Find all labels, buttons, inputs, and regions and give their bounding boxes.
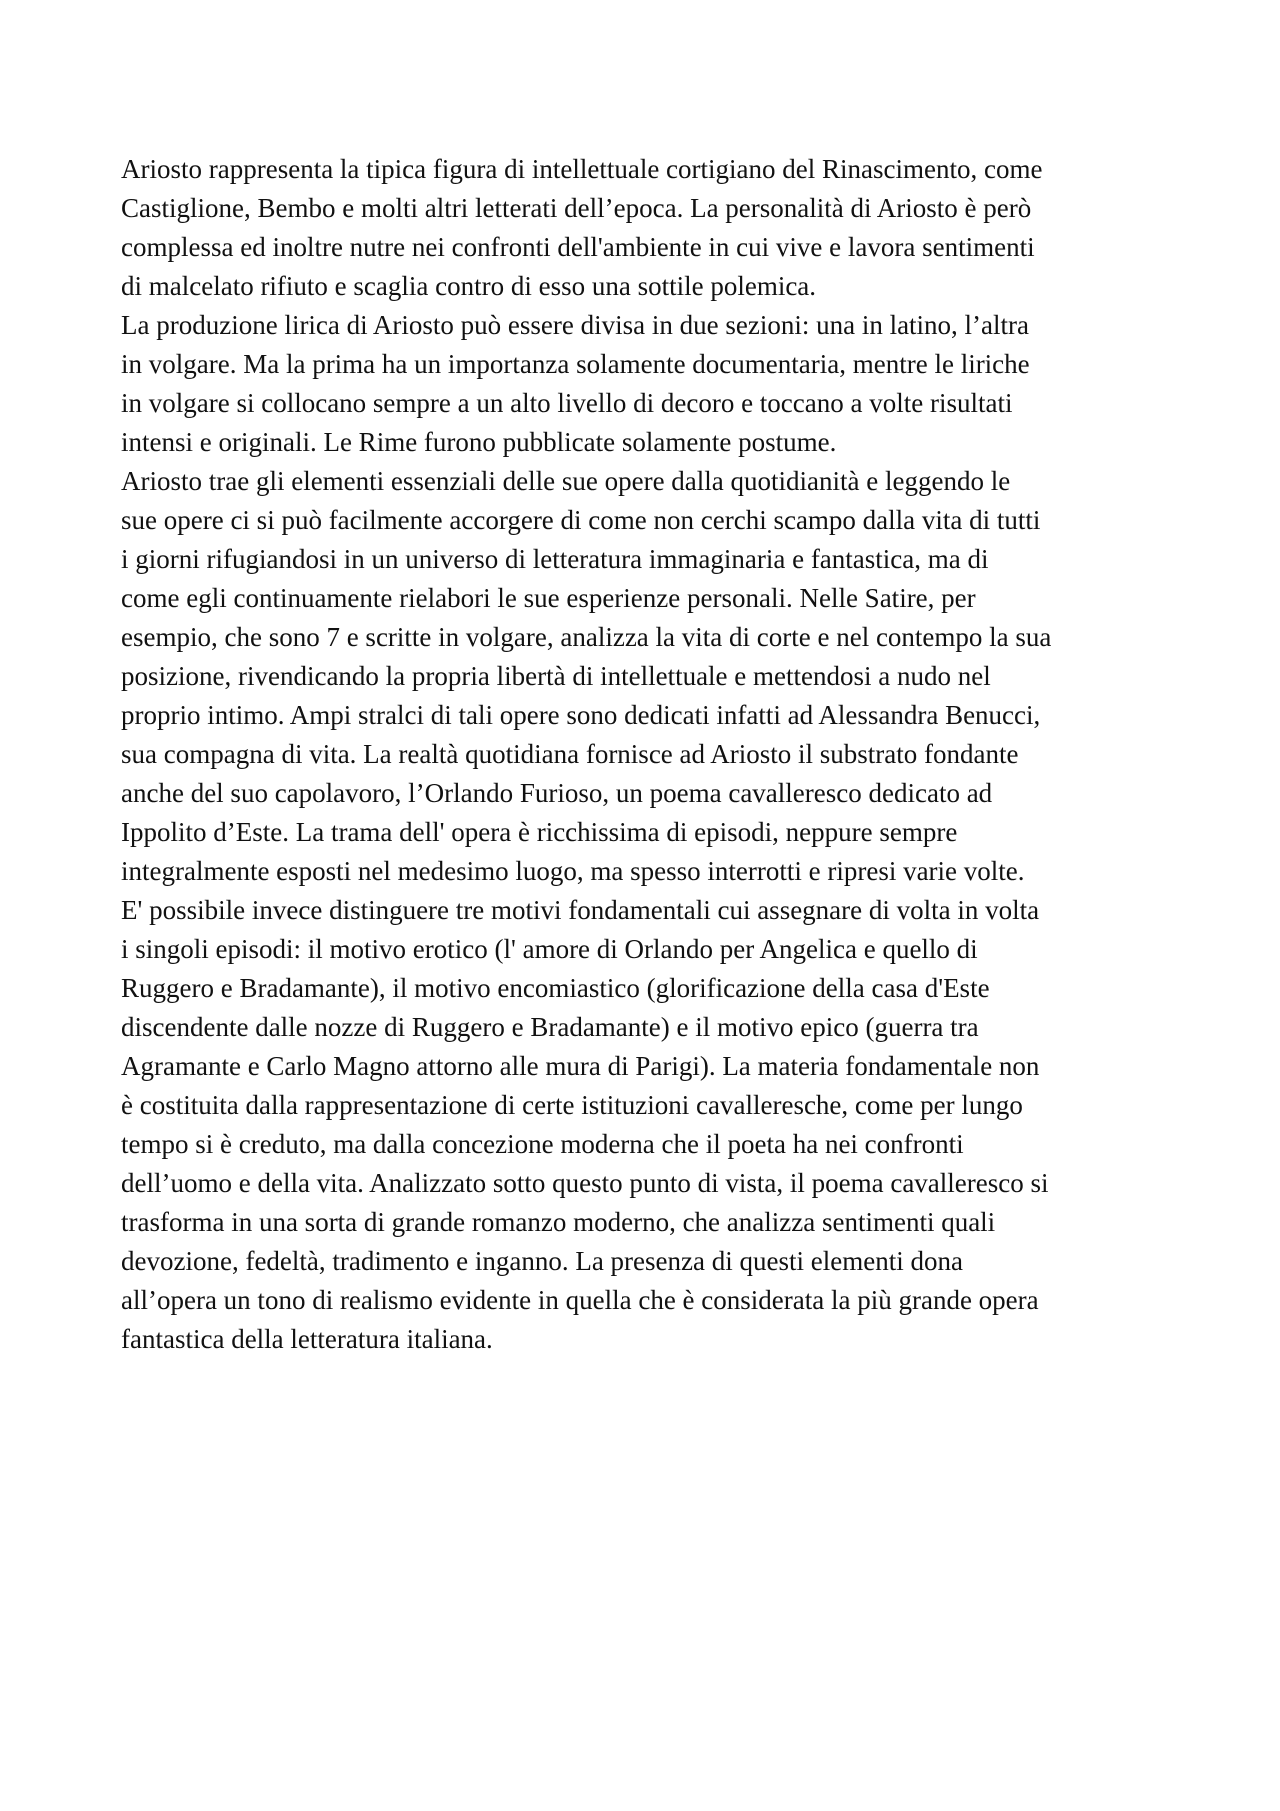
text-line: discendente dalle nozze di Ruggero e Bradamante) e il motivo epico (guerra tra	[121, 1012, 979, 1042]
text-line: anche del suo capolavoro, l’Orlando Furioso, un poema cavalleresco dedicato ad	[121, 778, 993, 808]
text-line: i singoli episodi: il motivo erotico (l' amore di Orlando per Angelica e quello di	[121, 934, 978, 964]
text-line: devozione, fedeltà, tradimento e inganno. La presenza di questi elementi dona	[121, 1246, 963, 1276]
text-line: sue opere ci si può facilmente accorgere di come non cerchi scampo dalla vita di tutti	[121, 505, 1041, 535]
text-line: in volgare si collocano sempre a un alto livello di decoro e toccano a volte risultati	[121, 388, 1013, 418]
text-line: intensi e originali. Le Rime furono pubblicate solamente postume.	[121, 427, 837, 457]
text-line: di malcelato rifiuto e scaglia contro di esso una sottile polemica.	[121, 271, 817, 301]
text-line: Agramante e Carlo Magno attorno alle mura di Parigi). La materia fondamentale non	[121, 1051, 1040, 1081]
text-line: come egli continuamente rielabori le sue esperienze personali. Nelle Satire, per	[121, 583, 976, 613]
text-line: posizione, rivendicando la propria libertà di intellettuale e mettendosi a nudo nel	[121, 661, 991, 691]
text-line: tempo si è creduto, ma dalla concezione moderna che il poeta ha nei confronti	[121, 1129, 964, 1159]
text-line: proprio intimo. Ampi stralci di tali opere sono dedicati infatti ad Alessandra Benucci,	[121, 700, 1041, 730]
text-line: sua compagna di vita. La realtà quotidiana fornisce ad Ariosto il substrato fondante	[121, 739, 1019, 769]
text-line: dell’uomo e della vita. Analizzato sotto questo punto di vista, il poema cavalleresco si	[121, 1168, 1049, 1198]
text-line: i giorni rifugiandosi in un universo di letteratura immaginaria e fantastica, ma di	[121, 544, 989, 574]
text-line: all’opera un tono di realismo evidente in quella che è considerata la più grande opera	[121, 1285, 1039, 1315]
text-line: Ippolito d’Este. La trama dell' opera è ricchissima di episodi, neppure sempre	[121, 817, 958, 847]
text-line: fantastica della letteratura italiana.	[121, 1324, 493, 1354]
text-line: La produzione lirica di Ariosto può essere divisa in due sezioni: una in latino, l’altra	[121, 310, 1030, 340]
text-line: complessa ed inoltre nutre nei confronti dell'ambiente in cui vive e lavora sentimenti	[121, 232, 1035, 262]
text-line: in volgare. Ma la prima ha un importanza solamente documentaria, mentre le liriche	[121, 349, 1030, 379]
text-line: trasforma in una sorta di grande romanzo moderno, che analizza sentimenti quali	[121, 1207, 996, 1237]
text-line: esempio, che sono 7 e scritte in volgare, analizza la vita di corte e nel contempo la sua	[121, 622, 1052, 652]
text-line: è costituita dalla rappresentazione di certe istituzioni cavalleresche, come per lungo	[121, 1090, 1023, 1120]
text-line: Castiglione, Bembo e molti altri letterati dell’epoca. La personalità di Ariosto è però	[121, 193, 1032, 223]
text-line: E' possibile invece distinguere tre motivi fondamentali cui assegnare di volta in volta	[121, 895, 1040, 925]
text-line: Ariosto trae gli elementi essenziali delle sue opere dalla quotidianità e leggendo le	[121, 466, 1011, 496]
text-line: Ruggero e Bradamante), il motivo encomiastico (glorificazione della casa d'Este	[121, 973, 990, 1003]
body-text	[121, 150, 1181, 1359]
text-line: Ariosto rappresenta la tipica figura di intellettuale cortigiano del Rinascimento, come	[121, 154, 1043, 184]
text-line: integralmente esposti nel medesimo luogo, ma spesso interrotti e ripresi varie volte.	[121, 856, 1025, 886]
